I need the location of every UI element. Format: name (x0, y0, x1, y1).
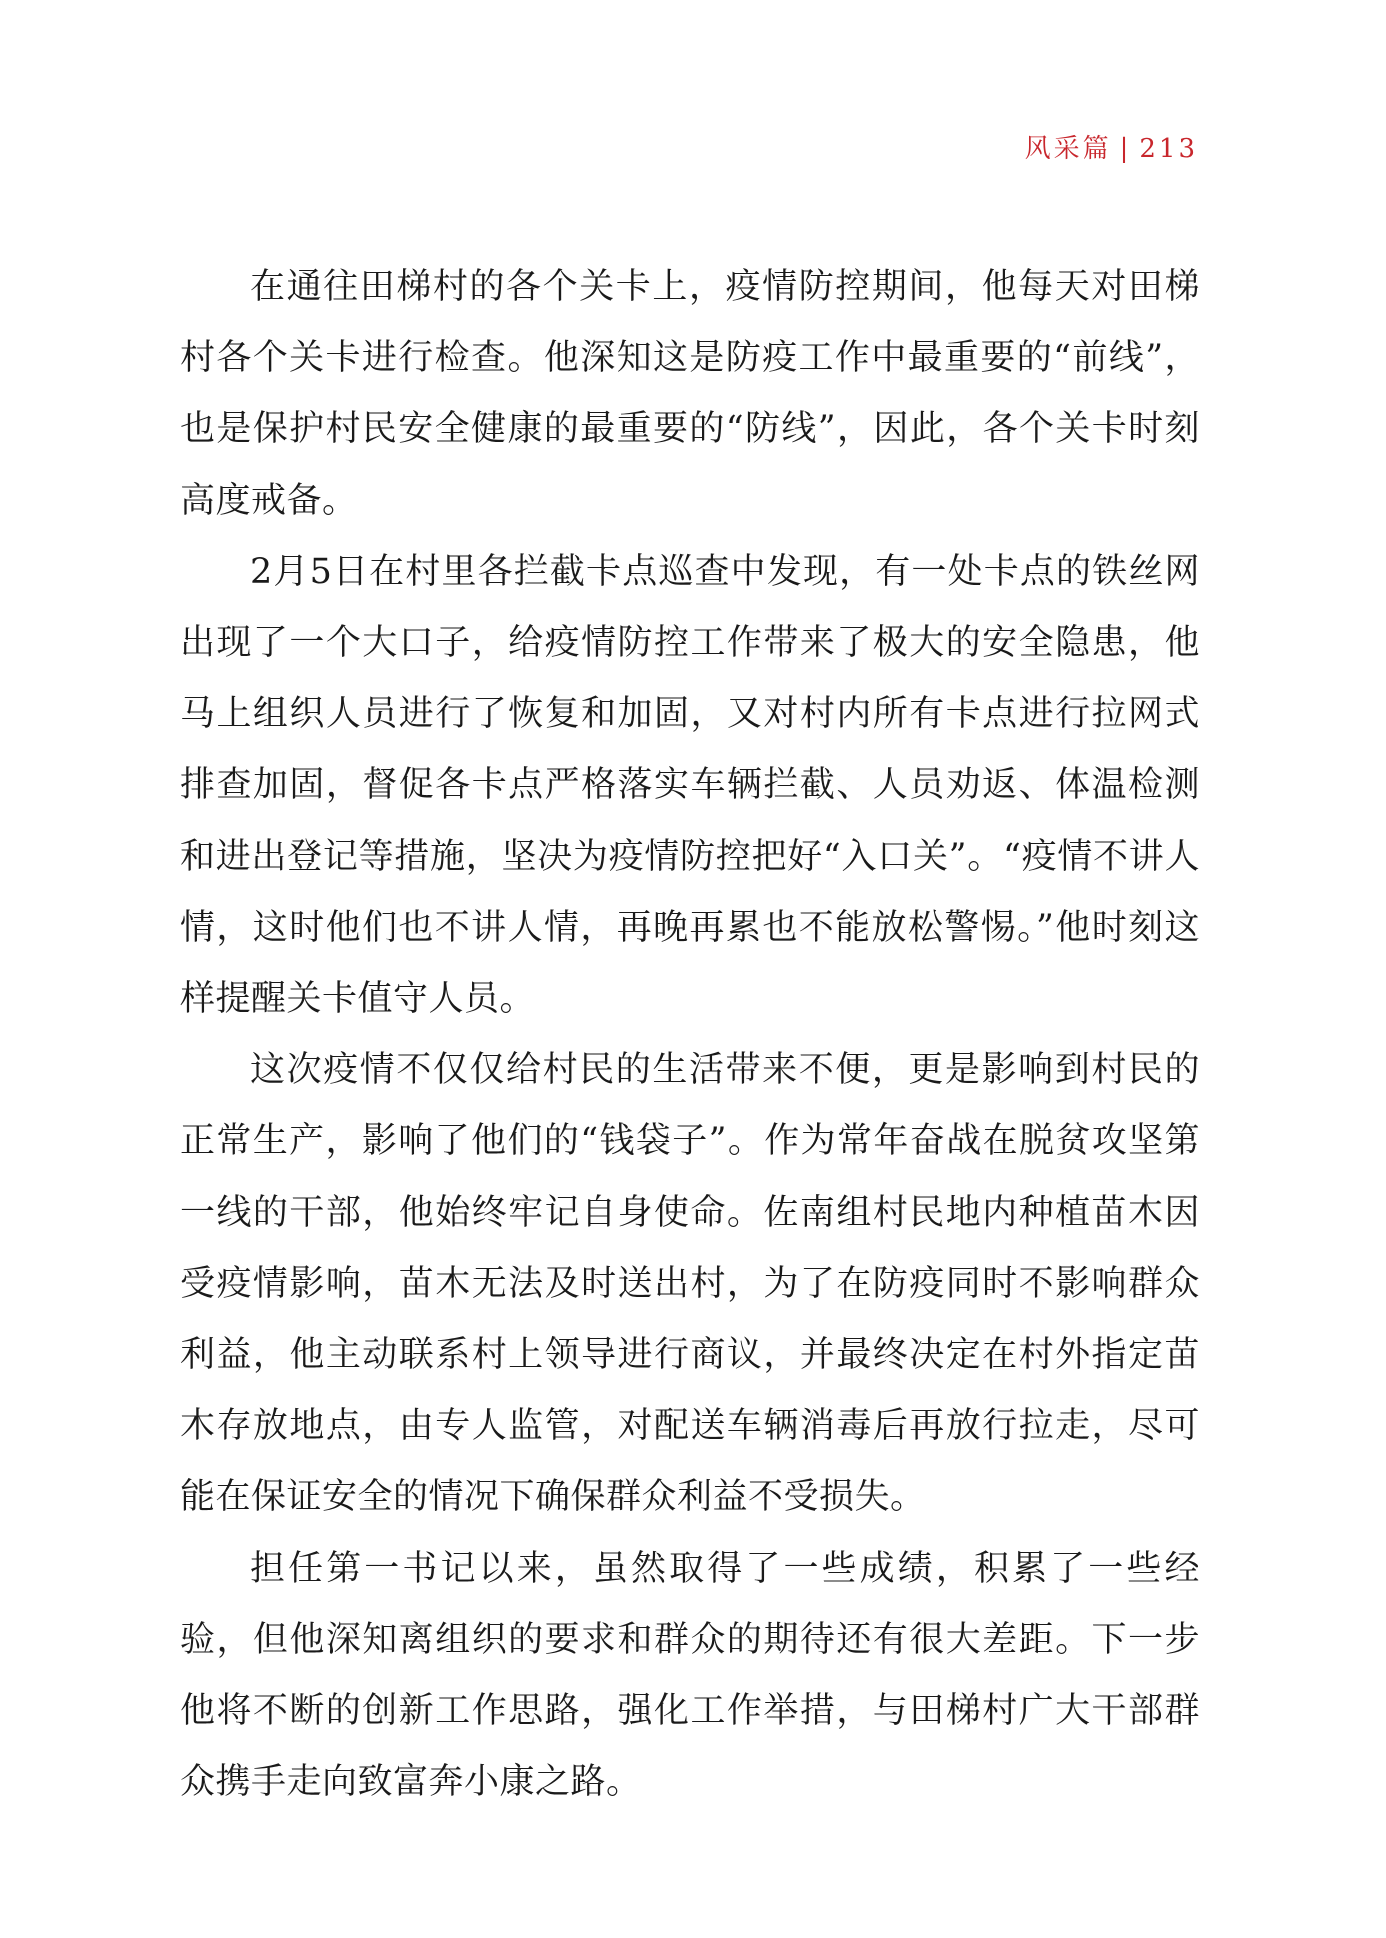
body-text (180, 252, 1200, 1818)
paragraph: 这次疫情不仅仅给村民的生活带来不便，更是影响到村民的正常生产，影响了他们的“钱袋子”。作为常年奋战在脱贫攻坚第一线的干部，他始终牢记自身使命。佐南组村民地内种植苗木因受疫情影响，苗木无法及时送出村，为了在防疫同时不影响群众利益，他主动联系村上领导进行商议，并最终决定在村外指定苗木存放地点，由专人监管，对配送车辆消毒后再放行拉走，尽可能在保证安全的情况下确保群众利益不受损失。 (180, 1050, 1200, 1518)
header-separator: | (1119, 134, 1132, 164)
paragraph: 担任第一书记以来，虽然取得了一些成绩，积累了一些经验，但他深知离组织的要求和群众的期待还有很大差距。下一步他将不断的创新工作思路，强化工作举措，与田梯村广大干部群众携手走向致富奔小康之路。 (180, 1548, 1200, 1803)
section-title: 风采篇 (1024, 134, 1112, 164)
paragraph: 2月5日在村里各拦截卡点巡查中发现，有一处卡点的铁丝网出现了一个大口子，给疫情防控工作带来了极大的安全隐患，他马上组织人员进行了恢复和加固，又对村内所有卡点进行拉网式排查加固，督促各卡点严格落实车辆拦截、人员劝返、体温检测和进出登记等措施，坚决为疫情防控把好“入口关”。“疫情不讲人情，这时他们也不讲人情，再晚再累也不能放松警惕。”他时刻这样提醒关卡值守人员。 (180, 551, 1200, 1020)
page-number: 213 (1139, 134, 1198, 164)
paragraph: 在通往田梯村的各个关卡上，疫情防控期间，他每天对田梯村各个关卡进行检查。他深知这是防疫工作中最重要的“前线”，也是保护村民安全健康的最重要的“防线”，因此，各个关卡时刻高度戒备。 (180, 267, 1200, 521)
running-header (1025, 128, 1198, 165)
